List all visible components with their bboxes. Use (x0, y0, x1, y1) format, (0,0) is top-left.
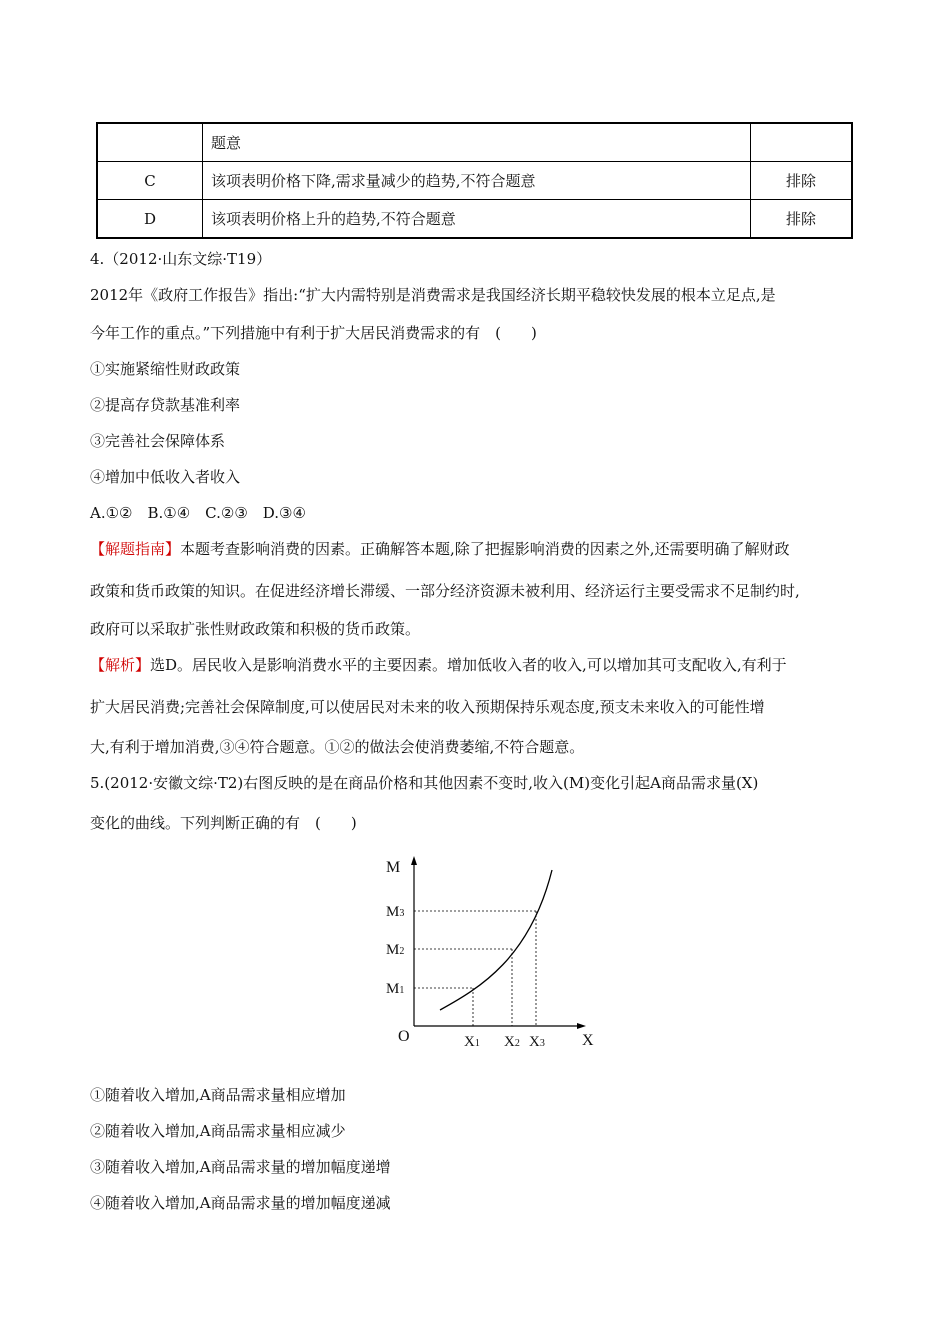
verdict-cell (751, 123, 853, 162)
q5-item-1: ①随着收入增加,A商品需求量相应增加 (90, 1086, 346, 1104)
tick-m1: M1 (386, 981, 405, 997)
income-demand-figure (380, 848, 610, 1048)
y-axis-label: M (386, 859, 401, 876)
q4-stem-line-1: 2012年《政府工作报告》指出:“扩大内需特别是消费需求是我国经济长期平稳较快发展的根本立足点,是 (90, 286, 776, 304)
q4-guide-line-3: 政府可以采取扩张性财政政策和积极的货币政策。 (90, 620, 421, 638)
analysis-label: 【解析】 (90, 656, 151, 674)
q4-guide-line-2: 政策和货币政策的知识。在促进经济增长滞缓、一部分经济资源未被利用、经济运行主要受需求不足制约时, (90, 582, 800, 600)
tick-m2: M2 (386, 942, 405, 958)
table-row (97, 123, 852, 162)
q4-analysis-line-1 (90, 654, 787, 675)
q5-item-3: ③随着收入增加,A商品需求量的增加幅度递增 (90, 1158, 391, 1176)
guide-text: 本题考查影响消费的因素。正确解答本题,除了把握影响消费的因素之外,还需要明确了解财政 (180, 540, 790, 558)
q4-item-2: ②提高存贷款基准利率 (90, 396, 241, 414)
analysis-cell: 题意 (203, 123, 751, 162)
x-axis-label: X (582, 1032, 594, 1048)
tick-x2: X2 (504, 1034, 520, 1048)
tick-m3: M3 (386, 904, 405, 920)
q4-item-3: ③完善社会保障体系 (90, 432, 226, 450)
q4-analysis-line-2: 扩大居民消费;完善社会保障制度,可以使居民对未来的收入预期保持乐观态度,预支未来收入的可能性增 (90, 698, 765, 716)
q5-item-2: ②随着收入增加,A商品需求量相应减少 (90, 1122, 346, 1140)
q4-analysis-line-3: 大,有利于增加消费,③④符合题意。①②的做法会使消费萎缩,不符合题意。 (90, 738, 585, 756)
tick-x3: X3 (529, 1034, 545, 1048)
verdict-cell: 排除 (751, 162, 853, 200)
origin-label: O (398, 1028, 410, 1045)
table-row (97, 200, 852, 239)
guide-label: 【解题指南】 (90, 540, 181, 558)
demand-curve (440, 870, 552, 1010)
analysis-table (96, 122, 853, 239)
analysis-cell: 该项表明价格下降,需求量减少的趋势,不符合题意 (203, 162, 751, 200)
tick-x1: X1 (464, 1034, 480, 1048)
analysis-text: 选D。居民收入是影响消费水平的主要因素。增加低收入者的收入,可以增加其可支配收入,有利于 (150, 656, 787, 674)
y-axis-arrow (411, 856, 417, 865)
option-cell (97, 123, 203, 162)
verdict-cell: 排除 (751, 200, 853, 239)
q5-item-4: ④随着收入增加,A商品需求量的增加幅度递减 (90, 1194, 391, 1212)
q4-item-4: ④增加中低收入者收入 (90, 468, 241, 486)
q4-stem-line-2: 今年工作的重点。”下列措施中有利于扩大居民消费需求的有 ( ) (90, 324, 537, 342)
x-axis-arrow (577, 1023, 586, 1029)
q4-source: 4.（2012·山东文综·T19） (90, 250, 272, 268)
option-cell: C (97, 162, 203, 200)
option-cell: D (97, 200, 203, 239)
table-row (97, 162, 852, 200)
q4-guide-line-1 (90, 538, 790, 559)
q5-stem-line-2: 变化的曲线。下列判断正确的有 ( ) (90, 814, 357, 832)
analysis-cell: 该项表明价格上升的趋势,不符合题意 (203, 200, 751, 239)
q5-stem-line-1: 5.(2012·安徽文综·T2)右图反映的是在商品价格和其他因素不变时,收入(M)变化引起A商品需求量(X) (90, 774, 759, 792)
q4-item-1: ①实施紧缩性财政政策 (90, 360, 241, 378)
q4-options: A.①② B.①④ C.②③ D.③④ (90, 504, 306, 522)
